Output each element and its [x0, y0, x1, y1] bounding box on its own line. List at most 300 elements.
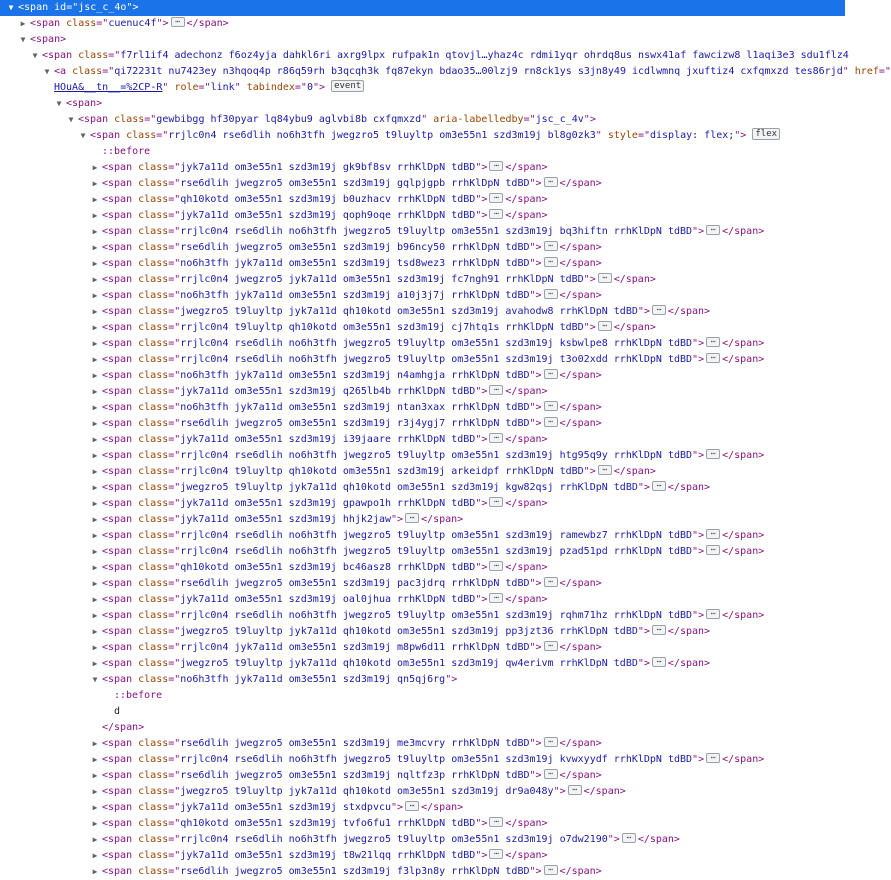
tag-token: </span> [722, 450, 765, 461]
ellipsis-expand-button[interactable]: ⋯ [652, 657, 666, 667]
expand-triangle-icon[interactable]: ▶ [92, 179, 98, 188]
expand-triangle-icon[interactable]: ▶ [92, 371, 98, 380]
attr-value: qi72231t nu7423ey n3hqoq4p r86q59rh b3qcqh3k fq87ekyn bdao35…00lzj9 rn8ck1ys s3jn8y49 icdlwmnq jxuftiz4 cxfqmxzd tes86rjd [114, 66, 843, 77]
dom-node-row[interactable] [0, 368, 845, 384]
tag-token: </span> [559, 866, 602, 877]
node-markup [54, 64, 891, 80]
tag-token: =" [168, 466, 181, 477]
tag-token: <span [102, 450, 133, 461]
ellipsis-expand-button[interactable]: ⋯ [544, 417, 558, 427]
ellipsis-expand-button[interactable]: ⋯ [544, 737, 558, 747]
ellipsis-expand-button[interactable]: ⋯ [489, 193, 503, 203]
expand-triangle-icon[interactable]: ▶ [92, 819, 98, 828]
attr-name: class [138, 466, 169, 477]
dom-node-row[interactable] [0, 112, 845, 128]
attr-value: jyk7a11d om3e55n1 szd3m19j stxdpvcu [180, 802, 392, 813]
dom-node-row[interactable] [0, 624, 845, 640]
collapse-triangle-icon[interactable]: ▼ [92, 675, 98, 684]
expand-triangle-icon[interactable]: ▶ [92, 803, 98, 812]
attr-name: class [138, 818, 169, 829]
tag-token: "> [553, 786, 566, 797]
tag-token: <span [102, 306, 133, 317]
dom-node-row[interactable] [0, 208, 845, 224]
dom-node-row[interactable] [0, 784, 845, 800]
attr-value: jwegzro5 t9luyltp jyk7a11d qh10kotd om3e55n1 szd3m19j qw4erivm rrhKlDpN tdBD [180, 658, 638, 669]
dom-node-row[interactable] [0, 320, 845, 336]
expand-triangle-icon[interactable]: ▶ [92, 323, 98, 332]
dom-node-row[interactable] [0, 688, 845, 704]
tag-token: " [421, 114, 428, 125]
ellipsis-expand-button[interactable]: ⋯ [706, 753, 720, 763]
ellipsis-expand-button[interactable]: ⋯ [489, 433, 503, 443]
attr-name: class [138, 306, 169, 317]
ellipsis-expand-button[interactable]: ⋯ [544, 401, 558, 411]
dom-node-row[interactable] [0, 304, 845, 320]
expand-triangle-icon[interactable]: ▶ [92, 643, 98, 652]
ellipsis-expand-button[interactable]: ⋯ [568, 785, 582, 795]
tag-token: =" [168, 642, 181, 653]
attr-name: class [138, 386, 169, 397]
node-markup [114, 688, 162, 704]
dom-node-row[interactable] [0, 640, 845, 656]
dom-node-row[interactable] [0, 608, 845, 624]
dom-node-row[interactable] [0, 176, 845, 192]
dom-node-row[interactable] [0, 704, 845, 720]
attr-name: class [138, 866, 169, 877]
dom-node-row[interactable] [0, 80, 845, 96]
expand-triangle-icon[interactable]: ▶ [92, 163, 98, 172]
expand-triangle-icon[interactable]: ▶ [92, 435, 98, 444]
attr-name: class [138, 834, 169, 845]
tag-token: =" [198, 82, 211, 93]
expand-triangle-icon[interactable]: ▶ [92, 851, 98, 860]
tag-token: =" [168, 498, 181, 509]
tag-token: </span> [559, 178, 602, 189]
attr-name: class [138, 530, 169, 541]
dom-node-row[interactable] [0, 592, 845, 608]
node-markup [102, 256, 602, 272]
attr-name: class [138, 738, 169, 749]
expand-triangle-icon[interactable]: ▶ [92, 499, 98, 508]
tag-token: "> [529, 290, 542, 301]
node-markup [102, 608, 764, 624]
ellipsis-expand-button[interactable]: ⋯ [171, 17, 185, 27]
attr-name: class [138, 482, 169, 493]
dom-node-row[interactable] [0, 256, 845, 272]
ellipsis-expand-button[interactable]: ⋯ [544, 641, 558, 651]
attr-value: jyk7a11d om3e55n1 szd3m19j gk9bf8sv rrhKlDpN tdBD [180, 162, 476, 173]
attr-value: rrjlc0n4 rse6dlih no6h3tfh jwegzro5 t9luyltp om3e55n1 szd3m19j rqhm71hz rrhKlDpN tdBD [180, 610, 693, 621]
tag-token: =" [168, 354, 181, 365]
attr-name: class [138, 210, 169, 221]
attr-value: cuenuc4f [108, 18, 157, 29]
tag-token: </span> [722, 354, 765, 365]
dom-node-row[interactable] [0, 128, 845, 144]
node-markup [102, 432, 548, 448]
tag-token: <span> [66, 98, 103, 109]
expand-triangle-icon[interactable]: ▶ [92, 563, 98, 572]
tag-token: <span [102, 418, 133, 429]
tag-token: "> [734, 130, 747, 141]
dom-node-row[interactable] [0, 816, 845, 832]
dom-node-row[interactable] [0, 16, 845, 32]
attr-name: class [138, 370, 169, 381]
tag-token: <span [102, 738, 133, 749]
tag-token: </span> [421, 514, 464, 525]
expand-triangle-icon[interactable]: ▶ [92, 835, 98, 844]
attr-value: rrjlc0n4 rse6dlih no6h3tfh jwegzro5 t9luyltp om3e55n1 szd3m19j ksbwlpe8 rrhKlDpN tdBD [180, 338, 693, 349]
attr-value: rse6dlih jwegzro5 om3e55n1 szd3m19j f3lp3n8y rrhKlDpN tdBD [180, 866, 530, 877]
ellipsis-expand-button[interactable]: ⋯ [706, 337, 720, 347]
expand-triangle-icon[interactable]: ▶ [92, 867, 98, 876]
tag-token: =" [168, 738, 181, 749]
collapse-triangle-icon[interactable]: ▼ [8, 3, 14, 12]
expand-triangle-icon[interactable]: ▶ [92, 355, 98, 364]
tag-token: =" [523, 114, 536, 125]
tag-token: </span> [722, 338, 765, 349]
expand-triangle-icon[interactable]: ▶ [92, 387, 98, 396]
ellipsis-expand-button[interactable]: ⋯ [706, 449, 720, 459]
expand-triangle-icon[interactable]: ▶ [92, 211, 98, 220]
attr-name: class [138, 194, 169, 205]
expand-triangle-icon[interactable]: ▶ [92, 483, 98, 492]
attr-value: no6h3tfh jyk7a11d om3e55n1 szd3m19j tsd8wez3 rrhKlDpN tdBD [180, 258, 530, 269]
tag-token: <span [102, 354, 133, 365]
dom-node-row[interactable] [0, 832, 845, 848]
attr-name: class [138, 770, 169, 781]
expand-triangle-icon[interactable]: ▶ [92, 243, 98, 252]
tag-token: <span [102, 562, 133, 573]
expand-triangle-icon[interactable]: ▶ [20, 19, 26, 28]
node-markup [102, 352, 764, 368]
ellipsis-expand-button[interactable]: ⋯ [544, 865, 558, 875]
attr-value: rrjlc0n4 jyk7a11d om3e55n1 szd3m19j m8pw6d11 rrhKlDpN tdBD [180, 642, 530, 653]
dom-node-row[interactable] [0, 224, 845, 240]
attr-name: class [138, 850, 169, 861]
dom-node-row[interactable] [0, 96, 845, 112]
node-markup [66, 96, 102, 112]
expand-triangle-icon[interactable]: ▶ [92, 659, 98, 668]
collapse-triangle-icon[interactable]: ▼ [56, 99, 62, 108]
tag-token: </span> [613, 274, 656, 285]
ellipsis-expand-button[interactable]: ⋯ [706, 529, 720, 539]
dom-node-row[interactable] [0, 432, 845, 448]
expand-triangle-icon[interactable]: ▶ [92, 307, 98, 316]
dom-node-row[interactable] [0, 864, 845, 880]
tag-token: "> [529, 866, 542, 877]
attr-value: rse6dlih jwegzro5 om3e55n1 szd3m19j r3j4ygj7 rrhKlDpN tdBD [180, 418, 530, 429]
attr-name: class [138, 290, 169, 301]
dom-node-row[interactable] [0, 400, 845, 416]
tag-token: =" [168, 802, 181, 813]
dom-node-row[interactable] [0, 528, 845, 544]
ellipsis-expand-button[interactable]: ⋯ [544, 369, 558, 379]
expand-triangle-icon[interactable]: ▶ [92, 275, 98, 284]
dom-node-row[interactable] [0, 464, 845, 480]
tag-token: =" [168, 402, 181, 413]
tag-token: "> [445, 674, 458, 685]
node-markup [102, 448, 764, 464]
attr-name: class [138, 178, 169, 189]
tag-token: =" [168, 514, 181, 525]
ellipsis-expand-button[interactable]: ⋯ [544, 769, 558, 779]
tag-token: "> [475, 818, 488, 829]
tag-token: </span> [559, 370, 602, 381]
attr-value: rse6dlih jwegzro5 om3e55n1 szd3m19j gqlpjgpb rrhKlDpN tdBD [180, 178, 530, 189]
tag-token: " [842, 66, 849, 77]
node-markup [102, 416, 602, 432]
ellipsis-expand-button[interactable]: ⋯ [622, 833, 636, 843]
expand-triangle-icon[interactable]: ▶ [92, 515, 98, 524]
tag-token: =" [168, 674, 181, 685]
event-badge[interactable]: event [331, 80, 364, 92]
tag-token: =" [168, 786, 181, 797]
attr-value: qh10kotd om3e55n1 szd3m19j bc46asz8 rrhKlDpN tdBD [180, 562, 476, 573]
ellipsis-expand-button[interactable]: ⋯ [598, 465, 612, 475]
expand-triangle-icon[interactable]: ▶ [92, 627, 98, 636]
ellipsis-expand-button[interactable]: ⋯ [405, 513, 419, 523]
tag-token: =" [294, 82, 307, 93]
tag-token: <span [102, 802, 133, 813]
dom-node-row[interactable] [0, 192, 845, 208]
expand-triangle-icon[interactable]: ▶ [92, 195, 98, 204]
ellipsis-expand-button[interactable]: ⋯ [489, 497, 503, 507]
tag-token: =" [168, 530, 181, 541]
ellipsis-expand-button[interactable]: ⋯ [652, 481, 666, 491]
dom-node-row[interactable] [0, 656, 845, 672]
tag-token: =" [168, 834, 181, 845]
tag-token: =" [168, 482, 181, 493]
tag-token: <span [102, 290, 133, 301]
tag-token: =" [168, 290, 181, 301]
tag-token: </span> [505, 386, 548, 397]
attr-value: jwegzro5 t9luyltp jyk7a11d qh10kotd om3e55n1 szd3m19j pp3jzt36 rrhKlDpN tdBD [180, 626, 638, 637]
dom-node-row[interactable] [0, 416, 845, 432]
tag-token: "> [529, 418, 542, 429]
attr-value: qh10kotd om3e55n1 szd3m19j b0uzhacv rrhKlDpN tdBD [180, 194, 476, 205]
tag-token: =" [168, 274, 181, 285]
ellipsis-expand-button[interactable]: ⋯ [489, 849, 503, 859]
collapse-triangle-icon[interactable]: ▼ [68, 115, 74, 124]
ellipsis-expand-button[interactable]: ⋯ [652, 625, 666, 635]
pseudo-element: ::before [102, 146, 151, 157]
ellipsis-expand-button[interactable]: ⋯ [489, 817, 503, 827]
tag-token: < [30, 18, 37, 29]
tag-token: =" [168, 450, 181, 461]
tag-token: "> [529, 242, 542, 253]
flex-badge[interactable]: flex [752, 128, 780, 140]
node-markup [78, 112, 596, 128]
dom-node-row[interactable] [0, 560, 845, 576]
attr-value: jsc_c_4o [78, 2, 127, 13]
expand-triangle-icon[interactable]: ▶ [92, 259, 98, 268]
dom-node-row[interactable] [0, 336, 845, 352]
attr-value: rrjlc0n4 rse6dlih no6h3tfh jwegzro5 t9luyltp om3e55n1 szd3m19j ramewbz7 rrhKlDpN tdBD [180, 530, 693, 541]
node-markup [102, 864, 602, 880]
ellipsis-expand-button[interactable]: ⋯ [489, 593, 503, 603]
node-markup [102, 624, 710, 640]
attr-value: jwegzro5 t9luyltp jyk7a11d qh10kotd om3e55n1 szd3m19j avahodw8 rrhKlDpN tdBD [180, 306, 638, 317]
dom-node-row[interactable] [0, 288, 845, 304]
expand-triangle-icon[interactable]: ▶ [92, 595, 98, 604]
tag-token: <span [102, 546, 133, 557]
dom-node-row[interactable] [0, 0, 845, 16]
tag-token: <span [102, 674, 133, 685]
tag-token: "> [529, 258, 542, 269]
dom-node-row[interactable] [0, 672, 845, 688]
collapse-triangle-icon[interactable]: ▼ [20, 35, 26, 44]
tag-token: </span> [559, 418, 602, 429]
tag-token: "> [475, 594, 488, 605]
ellipsis-expand-button[interactable]: ⋯ [489, 161, 503, 171]
dom-node-row[interactable] [0, 48, 849, 64]
expand-triangle-icon[interactable]: ▶ [92, 467, 98, 476]
expand-triangle-icon[interactable]: ▶ [92, 739, 98, 748]
attr-value: rse6dlih jwegzro5 om3e55n1 szd3m19j pac3jdrq rrhKlDpN tdBD [180, 578, 530, 589]
expand-triangle-icon[interactable]: ▶ [92, 339, 98, 348]
tag-token: "> [475, 386, 488, 397]
dom-node-row[interactable] [0, 736, 845, 752]
attr-name: class [138, 658, 169, 669]
ellipsis-expand-button[interactable]: ⋯ [544, 577, 558, 587]
tag-token: <span [102, 770, 133, 781]
node-markup [102, 224, 764, 240]
node-markup [102, 160, 548, 176]
attr-value: jyk7a11d om3e55n1 szd3m19j oal0jhua rrhKlDpN tdBD [180, 594, 476, 605]
dom-node-row[interactable] [0, 480, 845, 496]
collapse-triangle-icon[interactable]: ▼ [32, 51, 38, 60]
ellipsis-expand-button[interactable]: ⋯ [489, 561, 503, 571]
dom-node-row[interactable] [0, 496, 845, 512]
ellipsis-expand-button[interactable]: ⋯ [706, 225, 720, 235]
expand-triangle-icon[interactable]: ▶ [92, 227, 98, 236]
attr-name: class [66, 18, 97, 29]
dom-node-row[interactable] [0, 384, 845, 400]
dom-node-row[interactable] [0, 544, 845, 560]
ellipsis-expand-button[interactable]: ⋯ [489, 209, 503, 219]
expand-triangle-icon[interactable]: ▶ [92, 291, 98, 300]
dom-node-row[interactable] [0, 272, 845, 288]
attr-name: class [138, 754, 169, 765]
tag-token: "> [692, 610, 705, 621]
attr-value: rrjlc0n4 t9luyltp qh10kotd om3e55n1 szd3m19j cj7htq1s rrhKlDpN tdBD [180, 322, 584, 333]
tag-token: </span> [559, 770, 602, 781]
dom-node-row[interactable] [0, 752, 845, 768]
tag-token: <span [42, 50, 73, 61]
ellipsis-expand-button[interactable]: ⋯ [544, 241, 558, 251]
tag-token: "> [637, 658, 650, 669]
tag-token: =" [168, 546, 181, 557]
ellipsis-expand-button[interactable]: ⋯ [706, 545, 720, 555]
attr-value: link [210, 82, 235, 93]
dom-node-row[interactable] [0, 576, 845, 592]
attr-link[interactable]: HOuA&__tn__=%2CP-R [54, 82, 163, 93]
attr-name: class [72, 66, 103, 77]
ellipsis-expand-button[interactable]: ⋯ [544, 177, 558, 187]
ellipsis-expand-button[interactable]: ⋯ [598, 321, 612, 331]
expand-triangle-icon[interactable]: ▶ [92, 755, 98, 764]
ellipsis-expand-button[interactable]: ⋯ [489, 385, 503, 395]
node-markup [30, 16, 229, 32]
attr-value: rse6dlih jwegzro5 om3e55n1 szd3m19j me3mcvry rrhKlDpN tdBD [180, 738, 530, 749]
attr-value: rrjlc0n4 jwegzro5 jyk7a11d om3e55n1 szd3m19j fc7ngh91 rrhKlDpN tdBD [180, 274, 584, 285]
ellipsis-expand-button[interactable]: ⋯ [598, 273, 612, 283]
node-markup [102, 528, 764, 544]
dom-node-row[interactable] [0, 352, 845, 368]
dom-node-row[interactable] [0, 144, 845, 160]
dom-node-row[interactable] [0, 240, 845, 256]
expand-triangle-icon[interactable]: ▶ [92, 531, 98, 540]
dom-node-row[interactable] [0, 768, 845, 784]
dom-node-row[interactable] [0, 800, 845, 816]
tag-token: </span> [505, 562, 548, 573]
dom-node-row[interactable] [0, 848, 845, 864]
dom-node-row[interactable] [0, 160, 845, 176]
tag-token: =" [878, 66, 891, 77]
dom-node-row[interactable] [0, 448, 845, 464]
dom-node-row[interactable] [0, 32, 845, 48]
node-markup [102, 640, 602, 656]
tag-token: span [36, 18, 61, 29]
tag-token: =" [168, 178, 181, 189]
attr-name: aria-labelledby [433, 114, 524, 125]
tag-token: "> [692, 546, 705, 557]
attr-name: class [138, 626, 169, 637]
expand-triangle-icon[interactable]: ▶ [92, 787, 98, 796]
tag-token: <span [102, 162, 133, 173]
expand-triangle-icon[interactable]: ▶ [92, 451, 98, 460]
expand-triangle-icon[interactable]: ▶ [92, 579, 98, 588]
collapse-triangle-icon[interactable]: ▼ [44, 67, 50, 76]
expand-triangle-icon[interactable]: ▶ [92, 771, 98, 780]
ellipsis-expand-button[interactable]: ⋯ [706, 353, 720, 363]
ellipsis-expand-button[interactable]: ⋯ [652, 305, 666, 315]
tag-token: =" [168, 578, 181, 589]
collapse-triangle-icon[interactable]: ▼ [80, 131, 86, 140]
ellipsis-expand-button[interactable]: ⋯ [706, 609, 720, 619]
ellipsis-expand-button[interactable]: ⋯ [544, 257, 558, 267]
tag-token: "> [529, 578, 542, 589]
expand-triangle-icon[interactable]: ▶ [92, 611, 98, 620]
attr-name: class [138, 274, 169, 285]
attr-value: rrjlc0n4 rse6dlih no6h3tfh jwegzro5 t9luyltp om3e55n1 szd3m19j pzad51pd rrhKlDpN tdBD [180, 546, 693, 557]
ellipsis-expand-button[interactable]: ⋯ [405, 801, 419, 811]
tag-token: <span [102, 178, 133, 189]
attr-value: gewbibgg hf30pyar lq84ybu9 aglvbi8b cxfqmxzd [156, 114, 422, 125]
tag-token: =" [156, 130, 169, 141]
tag-token: <span [102, 610, 133, 621]
tag-token: </span> [505, 498, 548, 509]
node-markup [102, 592, 548, 608]
attr-name: class [138, 594, 169, 605]
dom-node-row[interactable] [0, 64, 891, 80]
expand-triangle-icon[interactable]: ▶ [92, 547, 98, 556]
dom-node-row[interactable] [0, 720, 845, 736]
ellipsis-expand-button[interactable]: ⋯ [544, 289, 558, 299]
tag-token: "> [312, 82, 326, 93]
tag-token: <span [102, 850, 133, 861]
tag-token: =" [168, 162, 181, 173]
tag-token: <span [102, 514, 133, 525]
tag-token: <span [102, 210, 133, 221]
expand-triangle-icon[interactable]: ▶ [92, 403, 98, 412]
tag-token: =" [168, 626, 181, 637]
tag-token: </span> [421, 802, 464, 813]
dom-node-row[interactable] [0, 512, 845, 528]
expand-triangle-icon[interactable]: ▶ [92, 419, 98, 428]
attr-value: qh10kotd om3e55n1 szd3m19j tvfo6fu1 rrhKlDpN tdBD [180, 818, 476, 829]
tag-token: </span> [186, 18, 229, 29]
